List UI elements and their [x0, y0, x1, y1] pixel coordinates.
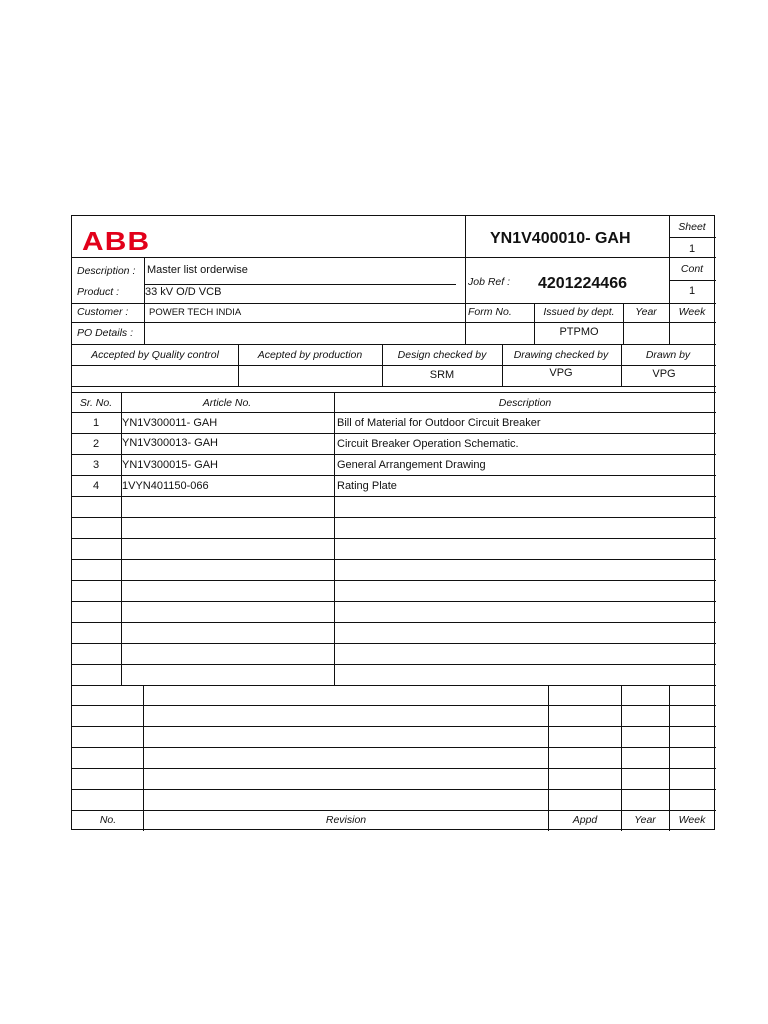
production-label: Acepted by production: [257, 349, 363, 361]
row-article-no: 1VYN401150-066: [122, 480, 209, 492]
col-header-sr-no: Sr. No.: [79, 397, 113, 409]
revision-col-year: Year: [634, 814, 656, 826]
product-value: 33 kV O/D VCB: [145, 286, 222, 298]
row-article-no: YN1V300015- GAH: [122, 459, 218, 471]
form-no-label: Form No.: [468, 306, 512, 318]
row-sr-no: 2: [92, 438, 100, 450]
drawing-checked-label: Drawing checked by: [513, 349, 609, 361]
row-article-no: YN1V300011- GAH: [122, 417, 218, 429]
row-description: General Arrangement Drawing: [337, 459, 486, 471]
revision-col-week: Week: [678, 814, 706, 826]
row-description: Rating Plate: [337, 480, 397, 492]
quality-control-label: Accepted by Quality control: [91, 349, 219, 361]
drawing-checked-value: VPG: [549, 367, 573, 379]
customer-label: Customer :: [77, 306, 129, 318]
cont-value: 1: [688, 285, 696, 297]
row-sr-no: 4: [92, 480, 100, 492]
row-sr-no: 3: [92, 459, 100, 471]
sheet-label: Sheet: [678, 221, 706, 233]
po-details-label: PO Details :: [77, 327, 134, 339]
product-label: Product :: [77, 286, 120, 298]
description-value: Master list orderwise: [147, 264, 248, 276]
year-label: Year: [635, 306, 657, 318]
revision-col-revision: Revision: [325, 814, 367, 826]
customer-value: POWER TECH INDIA: [149, 307, 242, 318]
col-header-article-no: Article No.: [202, 397, 252, 409]
issued-by-value: PTPMO: [559, 326, 599, 338]
design-checked-label: Design checked by: [397, 349, 487, 361]
design-checked-value: SRM: [429, 369, 455, 381]
row-sr-no: 1: [92, 417, 100, 429]
drawn-by-value: VPG: [652, 368, 676, 380]
row-description: Bill of Material for Outdoor Circuit Breaker: [337, 417, 541, 429]
abb-logo: ABB: [82, 226, 151, 256]
document-sheet: [71, 215, 715, 830]
row-description: Circuit Breaker Operation Schematic.: [337, 438, 519, 450]
week-label: Week: [678, 306, 706, 318]
col-header-description: Description: [498, 397, 552, 409]
sheet-value: 1: [688, 243, 696, 255]
revision-col-appd: Appd: [572, 814, 598, 826]
document-number: YN1V400010- GAH: [490, 230, 631, 247]
description-label: Description :: [77, 265, 136, 277]
cont-label: Cont: [680, 263, 704, 275]
job-ref-value: 4201224466: [538, 275, 627, 292]
revision-col-no: No.: [99, 814, 117, 826]
issued-by-label: Issued by dept.: [543, 306, 615, 318]
row-article-no: YN1V300013- GAH: [122, 437, 218, 449]
drawn-by-label: Drawn by: [645, 349, 691, 361]
job-ref-label: Job Ref :: [468, 276, 511, 288]
